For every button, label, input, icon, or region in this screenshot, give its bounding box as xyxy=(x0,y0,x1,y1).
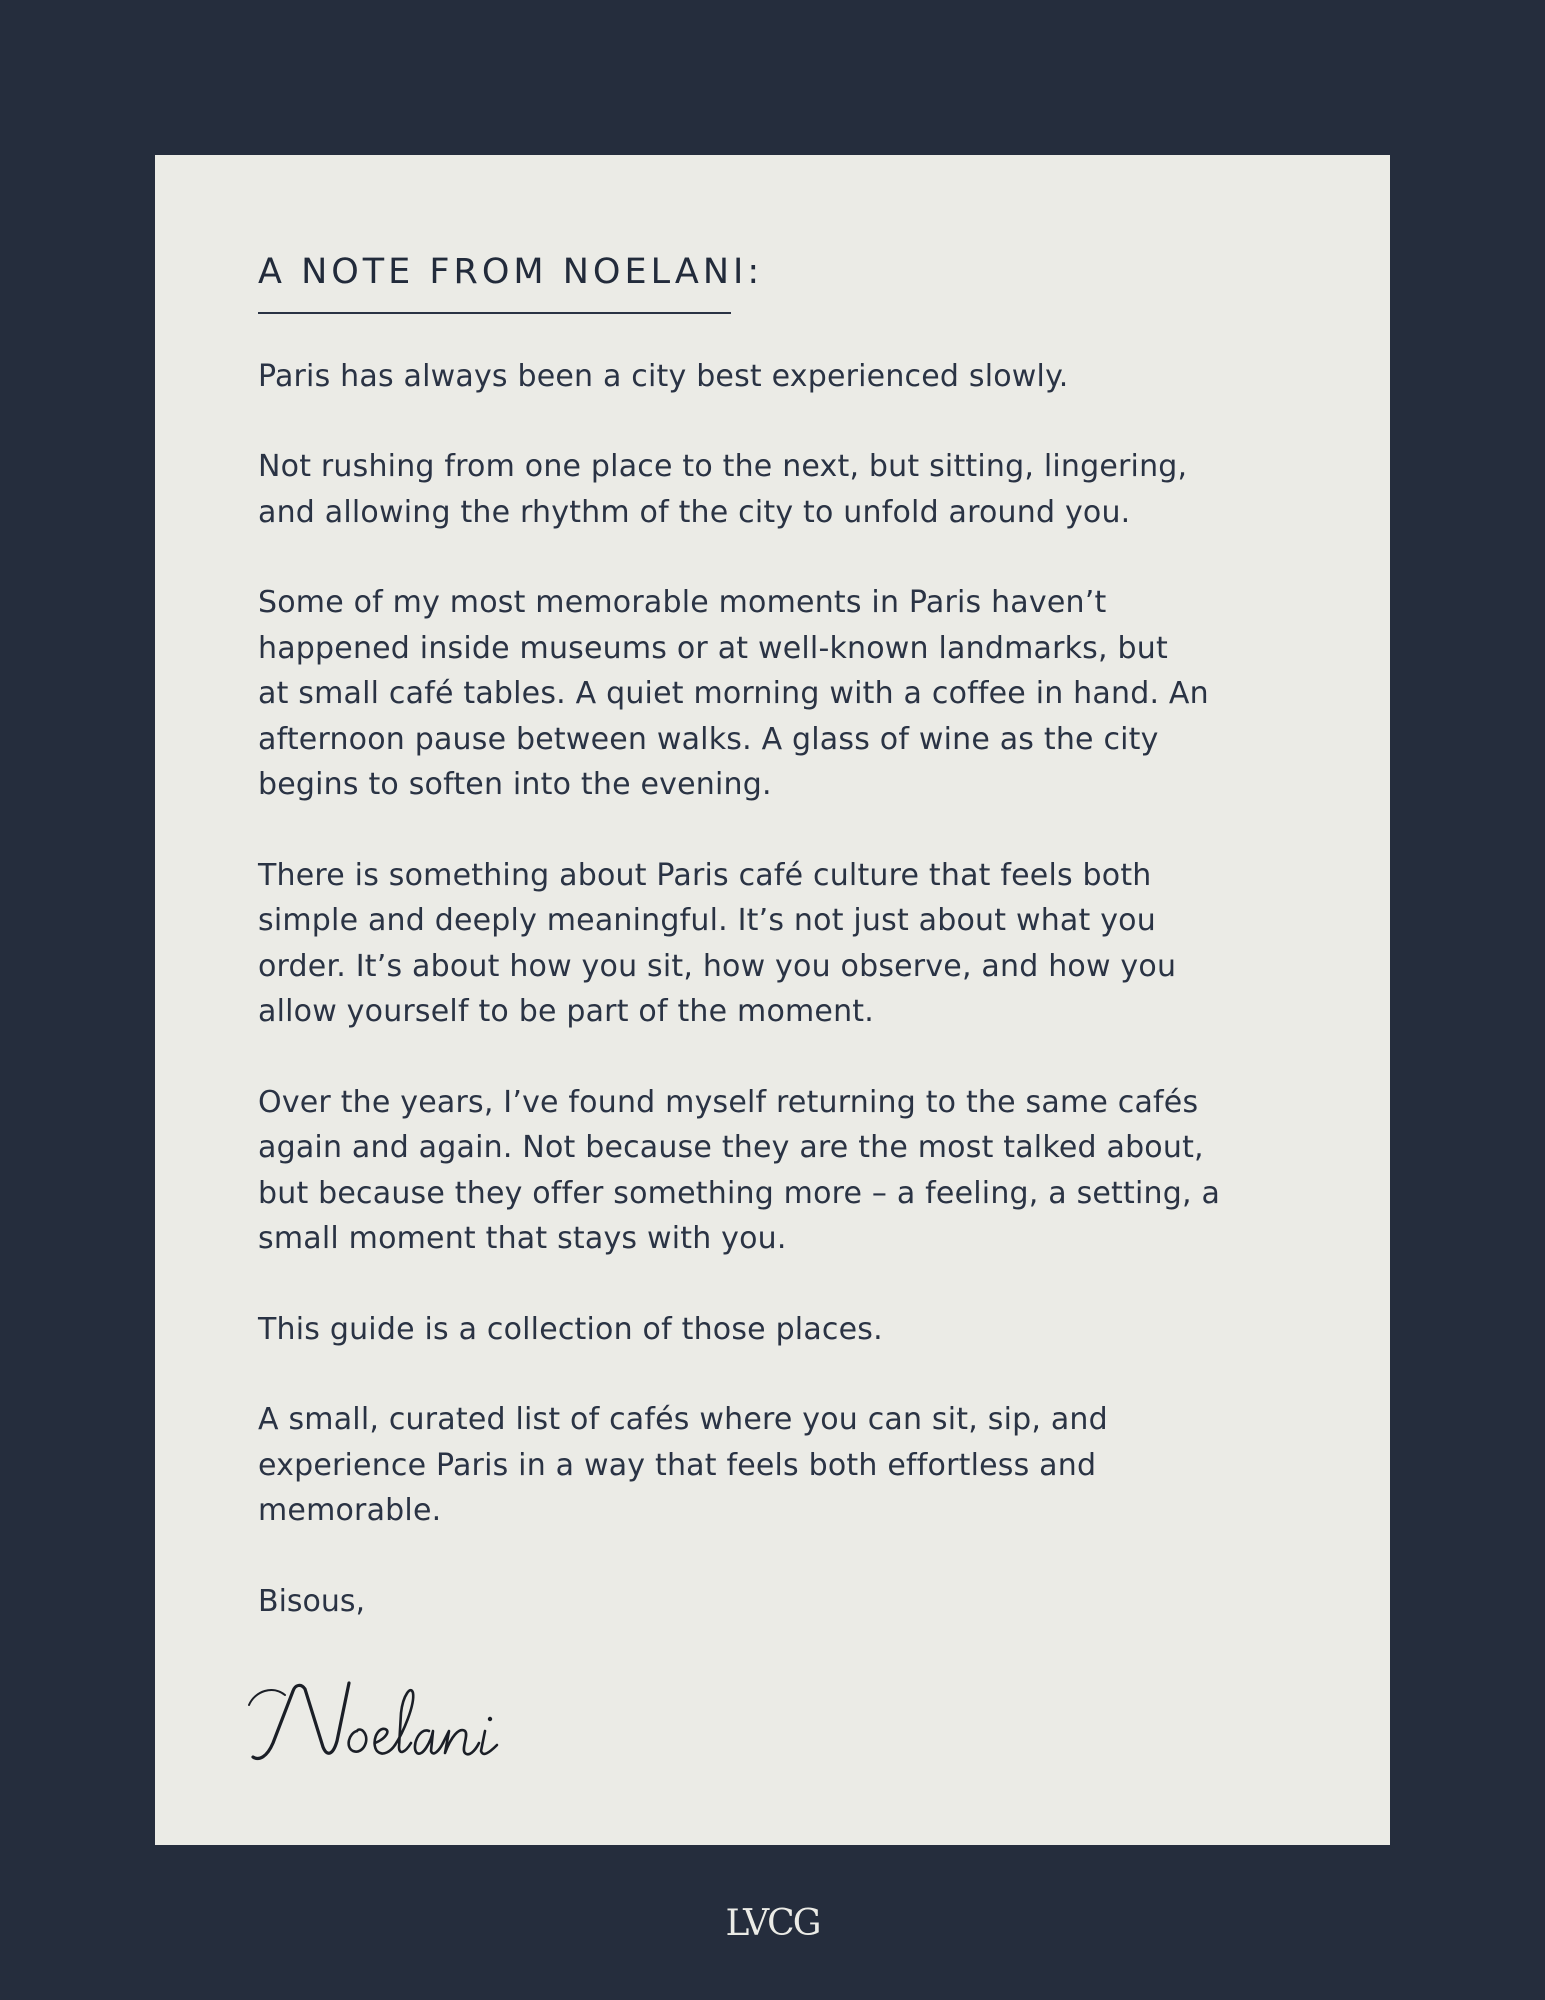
brand-logo: LVCG xyxy=(725,1903,820,1944)
paragraph-5: Over the years, I’ve found myself returning to the same cafés again and again. Not because they are the most talked about, but because they offer something more – a feeling, a setting, a small moment that stays with you. xyxy=(258,1084,1221,1256)
paragraph-7: A small, curated list of cafés where you can sit, sip, and experience Paris in a way that feels both effortless and memorable. xyxy=(258,1402,1108,1528)
letter-heading: A NOTE FROM NOELANI: xyxy=(258,252,764,292)
letter-card xyxy=(155,155,1390,1845)
paragraph-6: This guide is a collection of those places. xyxy=(258,1311,883,1347)
paragraph-4: There is something about Paris café culture that feels both simple and deeply meaningful. It’s not just about what you order. It’s about how you sit, how you observe, and how you allow yourself to be part of the moment. xyxy=(258,857,1177,1029)
paragraph-2: Not rushing from one place to the next, but sitting, lingering, and allowing the rhythm of the city to unfold around you. xyxy=(258,449,1188,530)
heading-underline xyxy=(258,312,731,314)
signoff: Bisous, xyxy=(258,1583,366,1619)
paragraph-3: Some of my most memorable moments in Paris haven’t happened inside museums or at well-known landmarks, but at small café tables. A quiet morning with a coffee in hand. An afternoon pause between walks. A glass of wine as the city begins to soften into the evening. xyxy=(258,585,1209,802)
signature xyxy=(245,1665,525,1775)
letter-content xyxy=(258,250,1298,1624)
paragraph-1: Paris has always been a city best experienced slowly. xyxy=(258,358,1069,394)
